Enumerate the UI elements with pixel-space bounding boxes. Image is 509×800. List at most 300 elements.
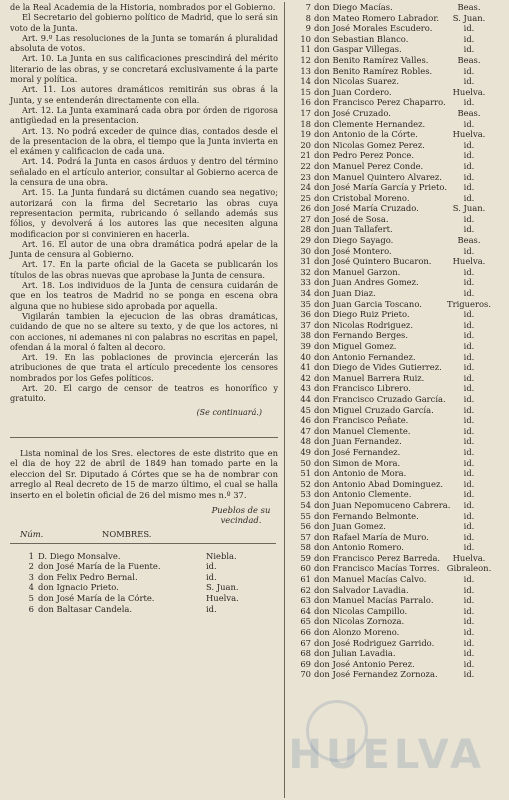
elector-name: don José de Sosa. — [314, 213, 389, 224]
elector-name: don José Rodriguez Garrido. — [314, 637, 435, 648]
elector-number: 36 — [300, 309, 311, 320]
table-row — [10, 582, 278, 593]
elector-name: don José Montero. — [314, 245, 392, 256]
elector-town: id. — [463, 213, 475, 224]
elector-town: Trigueros. — [447, 298, 491, 309]
elector-number: 50 — [300, 457, 311, 468]
elector-name: don Francisco Cruzado García. — [314, 393, 446, 404]
article-paragraph: Art. 17. En la parte oficial de la Gaceta se publicarán los títulos de las obras nuevas que aprobase la Junta de censura. — [10, 259, 278, 280]
elector-name: don José María Cruzado. — [314, 203, 419, 214]
elector-number: 10 — [300, 33, 311, 44]
elector-name: don Diego Sayago. — [314, 235, 394, 246]
table-row — [291, 13, 505, 24]
elector-number: 35 — [300, 298, 311, 309]
electors-list-intro: Lista nominal de los Sres. electores de este distrito que en el dia de hoy 22 de abril de 1849 han tomado parte en la eleccion del Sr. Diputado á Córtes que se ha de nombrar con arreglo al Real decreto de 15 de marzo último, el cual se halla inserto en el boletin oficial de 26 del mismo mes n.º 37. — [10, 447, 278, 500]
elector-name: don Pedro Perez Ponce. — [314, 150, 415, 161]
elector-town: id. — [463, 648, 475, 659]
elector-number: 26 — [300, 203, 311, 214]
elector-number: 55 — [300, 510, 311, 521]
elector-name: don Manuel Macías Parralo. — [314, 595, 434, 606]
elector-name: don José Cruzado. — [314, 107, 391, 118]
elector-town: id. — [463, 425, 475, 436]
elector-number: 3 — [28, 571, 34, 582]
elector-number: 65 — [300, 616, 311, 627]
elector-town: id. — [463, 616, 475, 627]
table-row — [291, 426, 505, 437]
elector-name: don Antonio de Mora. — [314, 468, 407, 479]
elector-name: don Fernando Berges. — [314, 330, 409, 341]
elector-number: 6 — [28, 603, 34, 614]
table-row — [291, 383, 505, 394]
elector-town: id. — [463, 277, 475, 288]
elector-name: don Antonio Fernandez. — [314, 351, 416, 362]
section-separator — [10, 437, 278, 438]
elector-town: id. — [206, 561, 217, 572]
elector-town: id. — [463, 489, 475, 500]
article-paragraph: Art. 10. La Junta en sus calificaciones prescindirá del mérito literario de las obras, y se concretará exclusivamente á la parte moral y política. — [10, 53, 278, 85]
elector-town: id. — [463, 330, 475, 341]
elector-town: id. — [463, 171, 475, 182]
elector-number: 14 — [300, 76, 311, 87]
elector-number: 8 — [305, 12, 311, 23]
elector-number: 58 — [300, 542, 311, 553]
table-row — [291, 34, 505, 45]
elector-name: don Francisco Librero. — [314, 383, 411, 394]
elector-number: 53 — [300, 489, 311, 500]
elector-town: id. — [463, 33, 475, 44]
table-row — [291, 500, 505, 511]
elector-number: 28 — [300, 224, 311, 235]
elector-town: id. — [463, 160, 475, 171]
elector-town: id. — [463, 478, 475, 489]
table-row — [10, 604, 278, 615]
table-row — [291, 574, 505, 585]
elector-town: id. — [463, 436, 475, 447]
table-row — [291, 97, 505, 108]
table-row — [291, 44, 505, 55]
elector-town: id. — [463, 531, 475, 542]
elector-town: Huelva. — [452, 552, 486, 563]
elector-town: id. — [463, 595, 475, 606]
elector-town: id. — [463, 362, 475, 373]
article-paragraph: Art. 9.º Las resoluciones de la Junta se tomarán á pluralidad absoluta de votos. — [10, 32, 278, 54]
elector-number: 5 — [28, 592, 34, 603]
elector-name: don Juan Cordero. — [314, 86, 392, 97]
elector-town: Huelva. — [206, 592, 239, 603]
table-header — [10, 503, 278, 543]
elector-number: 40 — [300, 351, 311, 362]
table-row — [291, 511, 505, 522]
elector-town: id. — [463, 76, 475, 87]
article-paragraph: Art. 16. El autor de una obra dramática podrá apelar de la Junta de censura al Gobierno. — [10, 238, 278, 260]
elector-number: 63 — [300, 595, 311, 606]
elector-town: id. — [463, 23, 475, 34]
elector-number: 51 — [300, 468, 311, 479]
table-row — [291, 606, 505, 617]
table-row — [291, 532, 505, 543]
elector-town: S. Juan. — [206, 582, 239, 593]
elector-name: don Francisco Perez Chaparro. — [314, 97, 446, 108]
article-paragraph: Art. 14. Podrá la Junta en casos árduos y dentro del término señalado en el artículo anterior, consultar al Gobierno acerca de la censura de una obra. — [10, 156, 278, 188]
table-row — [291, 23, 505, 34]
table-row — [291, 648, 505, 659]
table-row — [291, 479, 505, 490]
elector-town: id. — [463, 542, 475, 553]
elector-name: don José Morales Escudero. — [314, 23, 433, 34]
article-paragraph: Vigilarán tambien la ejecucion de las obras dramáticas, cuidando de que no se altere su texto, y de que los actores, ni con acciones, ni ademanes ni con palabras no escritas en papel, ofendan á la moral ó falten al decoro. — [10, 310, 278, 352]
elector-number: 61 — [300, 574, 311, 585]
table-row — [291, 468, 505, 479]
elector-number: 52 — [300, 478, 311, 489]
elector-name: don Manuel Macías Calvo. — [314, 574, 427, 585]
elector-number: 27 — [300, 213, 311, 224]
elector-number: 4 — [28, 582, 34, 593]
table-row — [291, 458, 505, 469]
table-row — [291, 362, 505, 373]
table-row — [291, 267, 505, 278]
elector-town: id. — [463, 574, 475, 585]
elector-number: 68 — [300, 648, 311, 659]
elector-name: don Diego de Vides Gutierrez. — [314, 362, 442, 373]
table-row — [291, 542, 505, 553]
elector-name: don José María de la Córte. — [38, 592, 155, 603]
elector-town: Huelva. — [452, 86, 486, 97]
elector-number: 15 — [300, 86, 311, 97]
elector-town: id. — [463, 510, 475, 521]
elector-town: Huelva. — [452, 256, 486, 267]
elector-town: Beas. — [457, 107, 481, 118]
elector-name: don Benito Ramírez Robles. — [314, 65, 433, 76]
elector-name: don Antonio de la Córte. — [314, 129, 418, 140]
elector-town: id. — [463, 150, 475, 161]
elector-number: 43 — [300, 383, 311, 394]
elector-name: don Nicolas Campillo. — [314, 605, 408, 616]
elector-town: id. — [463, 637, 475, 648]
archive-watermark: HUELVA — [288, 732, 485, 778]
elector-name: don Miguel Cruzado García. — [314, 404, 434, 415]
elector-name: don Juan Fernandez. — [314, 436, 402, 447]
elector-town: id. — [463, 658, 475, 669]
elector-town: id. — [463, 584, 475, 595]
elector-number: 48 — [300, 436, 311, 447]
table-row — [291, 203, 505, 214]
article-paragraph: Art. 18. Los individuos de la Junta de censura cuidarán de que en los teatros de Madrid no se ponga en escena obra alguna que no hubiese sido aprobada por aquella. — [10, 280, 278, 311]
table-row — [291, 352, 505, 363]
header-num: Núm. — [20, 528, 44, 539]
table-row — [291, 277, 505, 288]
article-paragraph: Art. 19. En las poblaciones de provincia ejercerán las atribuciones de que trata el artículo precedente los censores nombrados por los Gefes políticos. — [10, 352, 278, 383]
elector-number: 54 — [300, 499, 311, 510]
table-row — [291, 150, 505, 161]
elector-number: 38 — [300, 330, 311, 341]
elector-number: 56 — [300, 521, 311, 532]
elector-number: 64 — [300, 605, 311, 616]
table-row — [291, 193, 505, 204]
elector-town: Niebla. — [206, 550, 237, 561]
table-row — [291, 76, 505, 87]
elector-number: 62 — [300, 584, 311, 595]
elector-name: don Juan Diaz. — [314, 288, 376, 299]
table-row — [291, 66, 505, 77]
column-divider — [284, 2, 285, 798]
table-row — [291, 521, 505, 532]
elector-number: 22 — [300, 160, 311, 171]
elector-town: Beas. — [457, 235, 481, 246]
elector-name: D. Diego Monsalve. — [38, 550, 121, 561]
elector-number: 30 — [300, 245, 311, 256]
table-row — [291, 299, 505, 310]
table-row — [291, 330, 505, 341]
right-column — [291, 2, 505, 680]
elector-name: don Manuel Garzon. — [314, 266, 401, 277]
elector-town: S. Juan. — [452, 12, 486, 23]
elector-name: don Juan Tallafert. — [314, 224, 393, 235]
table-row — [10, 551, 278, 562]
table-row — [291, 489, 505, 500]
elector-number: 37 — [300, 319, 311, 330]
elector-town: id. — [463, 669, 475, 680]
elector-town: Huelva. — [452, 129, 486, 140]
table-row — [291, 2, 505, 13]
elector-name: don José Fernandez. — [314, 446, 401, 457]
table-row — [291, 563, 505, 574]
elector-name: don Ignacio Prieto. — [38, 582, 119, 593]
elector-town: id. — [463, 627, 475, 638]
elector-number: 21 — [300, 150, 311, 161]
elector-number: 9 — [305, 23, 311, 34]
elector-number: 46 — [300, 415, 311, 426]
elector-number: 7 — [305, 2, 311, 12]
elector-town: id. — [463, 341, 475, 351]
elector-name: don Mateo Romero Labrador. — [314, 12, 440, 23]
elector-town: id. — [463, 457, 475, 468]
elector-town: id. — [463, 404, 475, 415]
elector-town: id. — [463, 415, 475, 426]
elector-town: id. — [463, 139, 475, 150]
table-row — [291, 320, 505, 331]
table-row — [291, 87, 505, 98]
article-paragraph: de la Real Academia de la Historia, nombrados por el Gobierno. — [10, 2, 276, 12]
elector-town: id. — [463, 521, 475, 532]
elector-number: 17 — [300, 107, 311, 118]
table-row — [291, 214, 505, 225]
elector-name: don Juan Nepomuceno Cabrera. — [314, 499, 451, 510]
elector-town: id. — [463, 44, 475, 55]
elector-name: don Manuel Perez Conde. — [314, 160, 424, 171]
elector-name: don José Antonio Perez. — [314, 658, 415, 669]
table-row — [291, 659, 505, 670]
elector-number: 42 — [300, 372, 311, 383]
elector-number: 33 — [300, 277, 311, 288]
elector-name: don Antonio Romero. — [314, 542, 404, 553]
elector-number: 13 — [300, 65, 311, 76]
table-row — [291, 405, 505, 416]
elector-name: don Nicolas Suarez. — [314, 76, 399, 87]
elector-name: don Diego Ruiz Prieto. — [314, 309, 410, 320]
elector-name: don Manuel Quintero Alvarez. — [314, 171, 442, 182]
elector-number: 24 — [300, 182, 311, 193]
elector-number: 69 — [300, 658, 311, 669]
table-row — [291, 140, 505, 151]
table-row — [291, 235, 505, 246]
elector-name: don Gaspar Villegas. — [314, 44, 402, 55]
elector-name: don Benito Ramírez Valles. — [314, 54, 429, 65]
elector-town: id. — [463, 65, 475, 76]
elector-town: S. Juan. — [452, 203, 486, 214]
continuation-note: (Se continuará.) — [196, 407, 262, 417]
elector-number: 31 — [300, 256, 311, 267]
elector-town: Beas. — [457, 54, 481, 65]
elector-number: 44 — [300, 393, 311, 404]
table-row — [291, 256, 505, 267]
table-row — [291, 288, 505, 299]
elector-town: id. — [463, 319, 475, 330]
elector-name: don José María García y Prieto. — [314, 182, 447, 193]
elector-town: id. — [463, 393, 475, 404]
elector-name: don Francisco Macías Torres. — [314, 563, 440, 574]
elector-town: id. — [463, 245, 475, 256]
table-row — [291, 55, 505, 66]
elector-number: 45 — [300, 404, 311, 415]
elector-town: Beas. — [457, 2, 481, 12]
elector-number: 66 — [300, 627, 311, 638]
table-row — [10, 561, 278, 572]
elector-name: don Fernando Belmonte. — [314, 510, 419, 521]
elector-name: don Sebastian Blanco. — [314, 33, 409, 44]
elector-town: id. — [206, 571, 217, 582]
table-row — [291, 595, 505, 606]
table-row — [291, 341, 505, 352]
elector-number: 32 — [300, 266, 311, 277]
elector-town: id. — [463, 446, 475, 457]
elector-name: don Francisco Perez Barreda. — [314, 552, 441, 563]
elector-name: don Clemente Hernandez. — [314, 118, 426, 129]
elector-town: id. — [463, 499, 475, 510]
elector-name: don Julian Lavadia. — [314, 648, 396, 659]
table-row — [291, 182, 505, 193]
elector-name: don Baltasar Candela. — [38, 603, 133, 614]
table-row — [291, 436, 505, 447]
elector-number: 23 — [300, 171, 311, 182]
left-column — [10, 2, 278, 614]
elector-town: id. — [463, 192, 475, 203]
elector-number: 47 — [300, 425, 311, 436]
elector-town: id. — [463, 605, 475, 616]
elector-town: id. — [463, 383, 475, 394]
elector-name: don José Fernandez Zornoza. — [314, 669, 438, 680]
article-paragraph: Art. 12. La Junta examinará cada obra por órden de rigorosa antigüedad en la presentacion. — [10, 104, 278, 126]
elector-name: don Francisco Peñate. — [314, 415, 409, 426]
elector-name: don Nicolas Rodriguez. — [314, 319, 414, 330]
elector-name: don Simon de Mora. — [314, 457, 401, 468]
table-row — [291, 108, 505, 119]
elector-name: don Manuel Clemente. — [314, 425, 411, 436]
table-row — [291, 161, 505, 172]
table-row — [291, 309, 505, 320]
table-row — [291, 172, 505, 183]
table-row — [291, 585, 505, 596]
elector-number: 70 — [300, 669, 311, 680]
table-row — [291, 627, 505, 638]
table-row — [291, 638, 505, 649]
elector-name: don Juan Andres Gomez. — [314, 277, 419, 288]
elector-number: 34 — [300, 288, 311, 299]
elector-name: don Nicolas Gomez Perez. — [314, 139, 425, 150]
elector-number: 41 — [300, 362, 311, 373]
elector-name: don Nicolas Zornoza. — [314, 616, 405, 627]
elector-name: don José Quintero Bucaron. — [314, 256, 432, 267]
electors-list-left — [10, 551, 278, 615]
table-row — [291, 373, 505, 384]
elector-number: 20 — [300, 139, 311, 150]
elector-name: don Antonio Clemente. — [314, 489, 412, 500]
header-names: NOMBRES. — [102, 528, 152, 539]
table-row — [291, 669, 505, 680]
elector-name: don Salvador Lavadia. — [314, 584, 409, 595]
table-row — [291, 394, 505, 405]
elector-name: don Alonzo Moreno. — [314, 627, 400, 638]
elector-number: 25 — [300, 192, 311, 203]
elector-number: 16 — [300, 97, 311, 108]
elector-number: 59 — [300, 552, 311, 563]
elector-number: 1 — [28, 550, 34, 561]
electors-list-right — [291, 2, 505, 680]
elector-town: id. — [463, 288, 475, 299]
table-row — [10, 593, 278, 604]
elector-town: id. — [463, 351, 475, 362]
elector-town: id. — [463, 118, 475, 129]
table-row — [10, 572, 278, 583]
table-row — [291, 447, 505, 458]
table-row — [291, 224, 505, 235]
elector-number: 11 — [300, 44, 311, 55]
elector-number: 67 — [300, 637, 311, 648]
elector-name: don Manuel Barrera Ruiz. — [314, 372, 425, 383]
elector-number: 49 — [300, 446, 311, 457]
elector-town: id. — [463, 372, 475, 383]
elector-name: don José María de la Fuente. — [38, 561, 161, 572]
elector-name: don Felix Pedro Bernal. — [38, 571, 138, 582]
elector-number: 12 — [300, 54, 311, 65]
elector-town: id. — [206, 603, 217, 614]
table-row — [291, 119, 505, 130]
table-row — [291, 246, 505, 257]
table-row — [291, 553, 505, 564]
elector-name: don Rafael María de Muro. — [314, 531, 429, 542]
article-paragraph: El Secretario del gobierno político de Madrid, que lo será sin voto de la Junta. — [10, 12, 278, 33]
elector-number: 18 — [300, 118, 311, 129]
header-pueblos: Pueblos de su vecindad. — [211, 504, 271, 526]
table-row — [291, 616, 505, 627]
elector-number: 39 — [300, 341, 311, 351]
elector-number: 29 — [300, 235, 311, 246]
table-row — [291, 129, 505, 140]
article-paragraph: Art. 11. Los autores dramáticos remitirán sus obras á la Junta, y se entenderán directamente con ella. — [10, 84, 278, 105]
elector-number: 19 — [300, 129, 311, 140]
article-paragraph: Art. 20. El cargo de censor de teatros es honorífico y gratuito. — [10, 382, 278, 404]
elector-name: don Miguel Gomez. — [314, 341, 397, 351]
elector-name: don Diego Macías. — [314, 2, 393, 12]
article-paragraph: Art. 15. La Junta fundará su dictámen cuando sea negativo; autorizará con la firma del Secretario las obras cuya representacion permita, rubricando ó sellando además sus fólios, y devolverá á los autores las que necesiten alguna modificacion por si convinieren en hacerla. — [10, 187, 278, 239]
elector-town: id. — [463, 309, 475, 320]
article-paragraph: Art. 13. No podrá exceder de quince dias, contados desde el de la presentacion de la obra, el tiempo que la Junta invierta en el exámen y calificacion de cada una. — [10, 125, 278, 157]
elector-town: id. — [463, 97, 475, 108]
elector-number: 57 — [300, 531, 311, 542]
elector-number: 2 — [28, 561, 34, 572]
elector-name: don Antonio Abad Dominguez. — [314, 478, 444, 489]
table-row — [291, 415, 505, 426]
elector-town: id. — [463, 182, 475, 193]
